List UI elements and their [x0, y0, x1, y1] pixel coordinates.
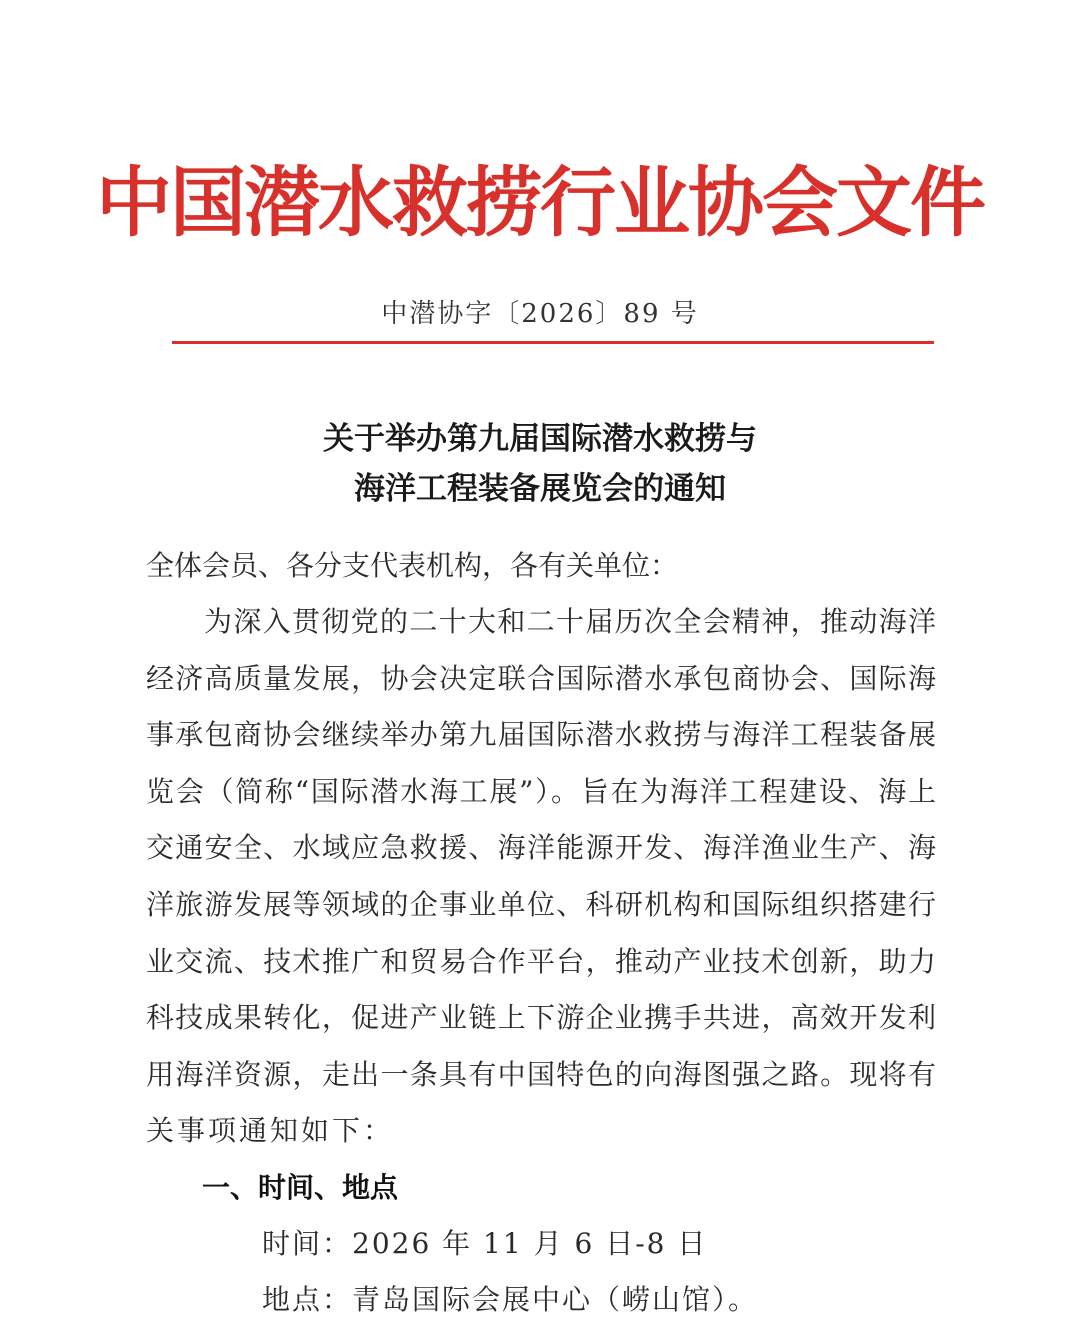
body-paragraph-line: 业交流、技术推广和贸易合作平台，推动产业技术创新，助力 [146, 945, 936, 978]
salutation: 全体会员、各分支代表机构，各有关单位： [146, 549, 679, 582]
section-heading-time-place: 一、时间、地点 [202, 1171, 399, 1204]
body-paragraph-line: 交通安全、水域应急救援、海洋能源开发、海洋渔业生产、海 [146, 831, 936, 864]
body-paragraph-line: 洋旅游发展等领域的企事业单位、科研机构和国际组织搭建行 [146, 888, 936, 921]
event-time: 时间：2026 年 11 月 6 日-8 日 [262, 1227, 708, 1260]
org-header-title: 中国潜水救捞行业协会文件 [96, 158, 984, 247]
body-paragraph-line: 关事项通知如下： [146, 1114, 395, 1147]
body-paragraph-line: 用海洋资源，走出一条具有中国特色的向海图强之路。现将有 [146, 1058, 936, 1091]
body-paragraph-line: 事承包商协会继续举办第九届国际潜水救捞与海洋工程装备展 [146, 718, 936, 751]
notice-title-line-2: 海洋工程装备展览会的通知 [354, 471, 726, 507]
document-number: 中潜协字〔2026〕89 号 [381, 299, 699, 329]
body-paragraph-line: 经济高质量发展，协会决定联合国际潜水承包商协会、国际海 [146, 662, 936, 695]
body-paragraph-line: 览会（简称“国际潜水海工展”）。旨在为海洋工程建设、海上 [146, 775, 936, 808]
body-paragraph-line: 科技成果转化，促进产业链上下游企业携手共进，高效开发利 [146, 1001, 936, 1034]
notice-title-line-1: 关于举办第九届国际潜水救捞与 [323, 421, 757, 457]
body-paragraph-line: 为深入贯彻党的二十大和二十届历次全会精神，推动海洋 [204, 605, 936, 638]
red-divider-line [172, 341, 934, 344]
event-place: 地点：青岛国际会展中心（崂山馆）。 [262, 1283, 759, 1316]
